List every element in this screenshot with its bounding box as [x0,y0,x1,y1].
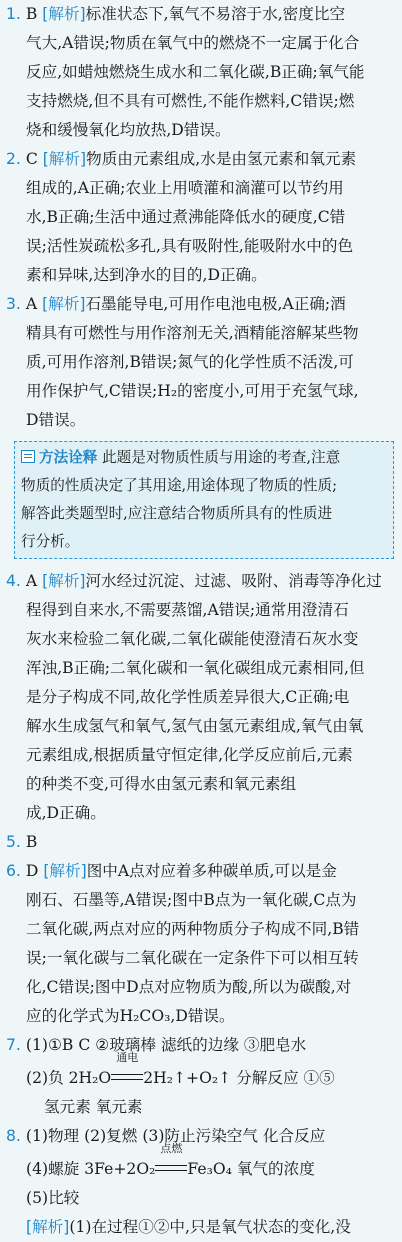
question-number: 4. [6,572,21,590]
analysis-tag: [解析] [26,1218,70,1236]
analysis-tag: [解析] [42,5,86,23]
tip-title: 方法诠释 [39,449,98,466]
answer-line: (5)比较 [26,1189,80,1207]
answer-line: 精具有可燃性与用作溶剂无关,酒精能溶解某些物 [26,324,359,342]
question-number: 6. [6,862,21,880]
tip-line: 解答此类题型时,应注意结合物质所具有的性质进 [21,505,333,522]
answer-line: D错误。 [26,411,86,429]
answer-1 [6,0,402,145]
answer-line: B [解析]标准状态下,氧气不易溶于水,密度比空 [25,5,346,23]
answer-line: 支持燃烧,但不具有可燃性,不能作燃料,C错误;燃 [26,92,355,110]
answer-8 [6,1122,402,1242]
reaction-arrow [155,1142,187,1184]
answer-line: (1)物理 (2)复燃 (3)防止污染空气 化合反应 [25,1127,326,1145]
answer-line: 解水生成氢气和氧气,氢气由氢元素组成,氧气由氧 [26,717,364,735]
analysis-tag: [解析] [43,862,87,880]
answer-line: 素和异味,达到净水的目的,D正确。 [26,266,267,284]
answer-line: 是分子构成不同,故化学性质差异很大,C正确;电 [26,688,350,706]
reaction-condition: 通电 [116,1051,139,1064]
answer-2 [6,145,402,290]
answer-5 [6,828,402,857]
answer-line: 应的化学式为H₂CO₃,D错误。 [26,1007,235,1025]
method-tip-box [14,441,394,559]
reaction-arrow [111,1051,143,1093]
answer-6 [6,857,402,1031]
equation-line: (2)负 2H₂O 通电 2H₂↑+O₂↑ 分解反应 ①⑤ [6,1060,402,1093]
answer-line: 反应,如蜡烛燃烧生成水和二氧化碳,B正确;氧气能 [26,63,365,81]
answer-line: 浑浊,B正确;二氧化碳和一氧化碳组成元素相同,但 [26,659,365,677]
answer-line: (1)①B C ②玻璃棒 滤纸的边缘 ③肥皂水 [25,1036,307,1054]
answer-line: B [25,833,38,851]
answer-4 [6,567,402,828]
answer-line: 元素组成,根据质量守恒定律,化学反应前后,元素 [26,746,353,764]
answer-line: 用作保护气,C错误;H₂的密度小,可用于充氢气球, [26,382,359,400]
question-number: 5. [6,833,21,851]
question-number: 1. [6,5,21,23]
answer-line: 质,可用作溶剂,B错误;氮气的化学性质不活泼,可 [26,353,354,371]
question-number: 2. [6,150,21,168]
note-icon [21,450,35,463]
answer-line: 氢元素 氧元素 [44,1098,143,1116]
answer-line: 化,C错误;图中D点对应物质为酸,所以为碳酸,对 [26,978,352,996]
answer-line: 的种类不变,可得水由氢元素和氧元素组 [26,775,297,793]
tip-line: 此题是对物质性质与用途的考查,注意 [102,449,341,466]
analysis-tag: [解析] [42,572,86,590]
answer-line: A [解析]石墨能导电,可用作电池电极,A正确;酒 [25,295,346,313]
answer-line: 二氧化碳,两点对应的两种物质分子构成不同,B错 [26,920,360,938]
answer-3 [6,290,402,435]
answer-line: C [解析]物质由元素组成,水是由氢元素和氧元素 [25,150,357,168]
answer-7 [6,1031,402,1122]
answer-line: 误;活性炭疏松多孔,具有吸附性,能吸附水中的色 [26,237,354,255]
answer-line: 组成的,A正确;农业上用喷灌和滴灌可以节约用 [26,179,344,197]
question-number: 7. [6,1036,21,1054]
answer-line: D [解析]图中A点对应着多种碳单质,可以是金 [25,862,337,880]
answer-line: 程得到自来水,不需要蒸馏,A错误;通常用澄清石 [26,601,349,619]
question-number: 3. [6,295,21,313]
tip-line: 物质的性质决定了其用途,用途体现了物质的性质; [21,477,338,494]
equation-line: (4)螺旋 3Fe+2O₂ 点燃 Fe₃O₄ 氧气的浓度 [6,1151,402,1184]
answer-line: A [解析]河水经过沉淀、过滤、吸附、消毒等净化过 [25,572,382,590]
answer-line: 成,D正确。 [26,804,106,822]
question-number: 8. [6,1127,21,1145]
answer-line: 水,B正确;生活中通过煮沸能降低水的硬度,C错 [26,208,346,226]
analysis-tag: [解析] [42,150,87,168]
answer-line: [解析](1)在过程①②中,只是氧气状态的变化,没 [26,1218,351,1236]
answer-line: 气大,A错误;物质在氧气中的燃烧不一定属于化合 [26,34,360,52]
answer-line: 灰水来检验二氧化碳,二氧化碳能使澄清石灰水变 [26,630,359,648]
answer-line: 误;一氧化碳与二氧化碳在一定条件下可以相互转 [26,949,359,967]
answer-line: 烧和缓慢氧化均放热,D错误。 [26,121,231,139]
tip-line: 行分析。 [21,533,80,550]
reaction-condition: 点燃 [160,1142,183,1155]
analysis-tag: [解析] [42,295,86,313]
answer-line: 刚石、石墨等,A错误;图中B点为一氧化碳,C点为 [26,891,357,909]
